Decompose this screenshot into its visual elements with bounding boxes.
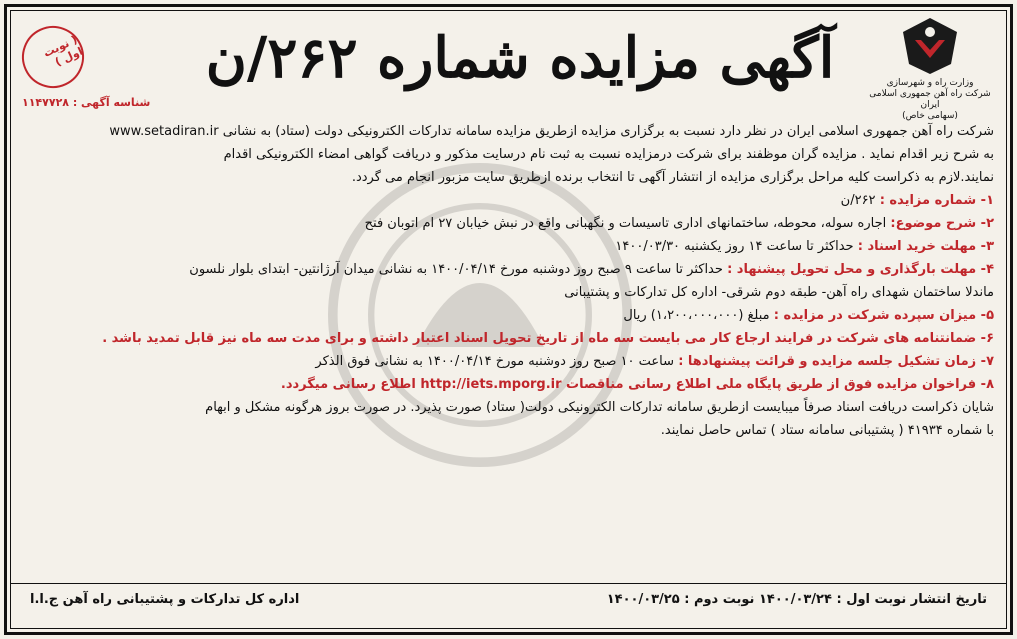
- item-2-value: اجاره سوله، محوطه، ساختمانهای اداری تاسیسات و نگهبانی واقع در نبش خیابان ۲۷ ام اتوبان فتح: [364, 216, 887, 231]
- logo-ministry: وزارت راه و شهرسازی: [886, 78, 974, 88]
- intro-line-3: نمایند.لازم به ذکراست کلیه مراحل برگزاری مزایده از انتشار آگهی تا انتخاب برنده ازطریق سایت مزبور انجام می گردد.: [351, 170, 994, 185]
- item-4-continued: ماندلا ساختمان شهدای راه آهن- طبقه دوم شرقی- اداره کل تدارکات و پشتیبانی: [564, 285, 994, 300]
- item-7-value: ساعت ۱۰ صبح روز دوشنبه مورخ ۱۴۰۰/۰۴/۱۴ به نشانی فوق الذکر: [315, 354, 675, 369]
- footer-divider: [10, 583, 1007, 584]
- issuing-department: اداره کل تدارکات و پشتیبانی راه آهن ج.ا.ا: [30, 592, 300, 607]
- item-1: [22, 189, 994, 212]
- closing-line-2: با شماره ۴۱۹۳۴ ( پشتیبانی سامانه ستاد ) تماس حاصل نمایند.: [660, 423, 994, 438]
- item-2: [22, 212, 994, 235]
- item-4-value: حداکثر تا ساعت ۹ صبح روز دوشنبه مورخ ۱۴۰۰/۰۴/۱۴ به نشانی میدان آرژانتین- ابتدای بلوار نلسون: [189, 262, 723, 277]
- item-8: ۸- فراخوان مزایده فوق از طریق پایگاه ملی اطلاع رسانی مناقصات http://iets.mporg.ir اطلاع رسانی میگردد.: [280, 377, 994, 392]
- item-5: [22, 304, 994, 327]
- item-1-label: ۱- شماره مزایده :: [879, 193, 994, 208]
- publication-dates: تاریخ انتشار نوبت اول : ۱۴۰۰/۰۳/۲۴ نوبت دوم : ۱۴۰۰/۰۳/۲۵: [606, 592, 987, 607]
- logo-company: شرکت راه آهن جمهوری اسلامی ایران: [869, 89, 991, 110]
- item-7: [22, 350, 994, 373]
- item-2-label: ۲- شرح موضوع:: [890, 216, 994, 231]
- railway-logo: [860, 14, 1000, 124]
- item-3: [22, 235, 994, 258]
- page-title: آگهی مزایده شماره ۲۶۲/ن: [205, 25, 835, 91]
- intro-line-2: به شرح زیر اقدام نماید . مزایده گران موظفند برای شرکت درمزایده نسبت به ثبت نام درسایت مذکور و دریافت گواهی امضاء الکترونیکی اقدام: [223, 147, 994, 162]
- item-3-value: حداکثر تا ساعت ۱۴ روز یکشنبه ۱۴۰۰/۰۳/۳۰: [615, 239, 854, 254]
- railway-emblem-icon: [895, 14, 965, 78]
- item-7-label: ۷- زمان تشکیل جلسه مزایده و قرائت پیشنهادها :: [678, 354, 994, 369]
- notice-body: [22, 120, 994, 442]
- item-5-label: ۵- میزان سپرده شرکت در مزایده :: [773, 308, 994, 323]
- item-4-label: ۴- مهلت بارگذاری و محل تحویل پیشنهاد :: [727, 262, 994, 277]
- item-1-value: ۲۶۲/ن: [840, 193, 876, 208]
- item-5-value: مبلغ (۱،۲۰۰،۰۰۰،۰۰۰) ریال: [623, 308, 770, 323]
- item-4: [22, 258, 994, 281]
- item-3-label: ۳- مهلت خرید اسناد :: [857, 239, 994, 254]
- insertion-badge: ( نوبت اول ): [12, 16, 94, 98]
- logo-type: (سهامی خاص): [902, 111, 958, 121]
- notice-id: شناسه آگهی : ۱۱۴۷۷۲۸: [22, 96, 151, 109]
- intro-line-1: شرکت راه آهن جمهوری اسلامی ایران در نظر دارد نسبت به برگزاری مزایده ازطریق مزایده سامانه تدارکات الکترونیکی دولت (ستاد) به نشانی www.setadiran.ir: [109, 124, 994, 139]
- closing-line-1: شایان ذکراست دریافت اسناد صرفاً میبایست ازطریق سامانه تدارکات الکترونیکی دولت( ستاد) صورت پذیرد. در صورت بروز هرگونه مشکل و ابهام: [205, 400, 994, 415]
- item-6: ۶- ضمانتنامه های شرکت در فرایند ارجاع کار می بایست سه ماه از تاریخ تحویل اسناد اعتبار داشته و برای مدت سه ماه نیز قابل تمدید باشد .: [102, 331, 994, 346]
